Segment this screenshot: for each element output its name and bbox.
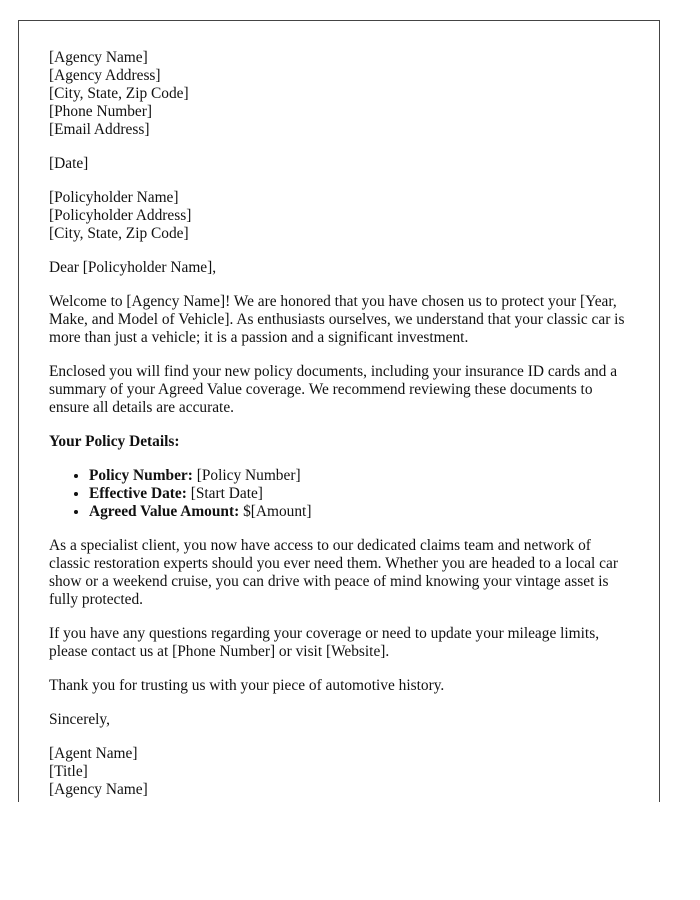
effective-date-label: Effective Date: bbox=[89, 485, 187, 502]
sender-address: [Agency Address] bbox=[49, 67, 161, 84]
closing: Sincerely, bbox=[49, 711, 110, 728]
sender-city-state-zip: [City, State, Zip Code] bbox=[49, 85, 189, 102]
recipient-name: [Policyholder Name] bbox=[49, 189, 179, 206]
welcome-paragraph: Welcome to [Agency Name]! We are honored that you have chosen us to protect your [Year, Make, and Model of Vehicle]. As enthusiasts ourselves, we understand that your classic car is more than just a vehicle; it is a passion and a significant investment. bbox=[49, 293, 625, 346]
sender-address-block bbox=[49, 49, 629, 139]
sender-email: [Email Address] bbox=[49, 121, 150, 138]
recipient-address: [Policyholder Address] bbox=[49, 207, 192, 224]
signature-agency-name: [Agency Name] bbox=[49, 781, 148, 798]
sender-phone: [Phone Number] bbox=[49, 103, 153, 120]
sender-name: [Agency Name] bbox=[49, 49, 148, 66]
effective-date-value: [Start Date] bbox=[186, 485, 263, 502]
list-item bbox=[89, 485, 629, 503]
letter-date bbox=[49, 155, 629, 173]
agent-name: [Agent Name] bbox=[49, 745, 138, 762]
salutation: Dear [Policyholder Name], bbox=[49, 259, 217, 276]
policy-details-list bbox=[49, 467, 629, 521]
recipient-address-block bbox=[49, 189, 629, 243]
list-item bbox=[89, 467, 629, 485]
questions-paragraph: If you have any questions regarding your coverage or need to update your mileage limits, please contact us at [Phone Number] or visit [Website]. bbox=[49, 625, 600, 660]
list-item bbox=[89, 503, 629, 521]
agreed-value-label: Agreed Value Amount: bbox=[89, 503, 240, 520]
agreed-value-value: $[Amount] bbox=[239, 503, 312, 520]
thanks-paragraph: Thank you for trusting us with your piece of automotive history. bbox=[49, 677, 445, 694]
letter-page bbox=[18, 20, 660, 802]
policy-number-value: [Policy Number] bbox=[192, 467, 301, 484]
signature-block bbox=[49, 745, 629, 799]
specialist-paragraph: As a specialist client, you now have access to our dedicated claims team and network of classic restoration experts should you ever need them. Whether you are headed to a local car show or a weekend cruise, you can drive with peace of mind knowing your vintage asset is fully protected. bbox=[49, 537, 618, 608]
enclosed-paragraph: Enclosed you will find your new policy documents, including your insurance ID cards and a summary of your Agreed Value coverage. We recommend reviewing these documents to ensure all details are accurate. bbox=[49, 363, 618, 416]
agent-title: [Title] bbox=[49, 763, 88, 780]
recipient-city-state-zip: [City, State, Zip Code] bbox=[49, 225, 189, 242]
policy-details-heading: Your Policy Details: bbox=[49, 433, 180, 450]
date-text: [Date] bbox=[49, 155, 89, 172]
policy-number-label: Policy Number: bbox=[89, 467, 193, 484]
